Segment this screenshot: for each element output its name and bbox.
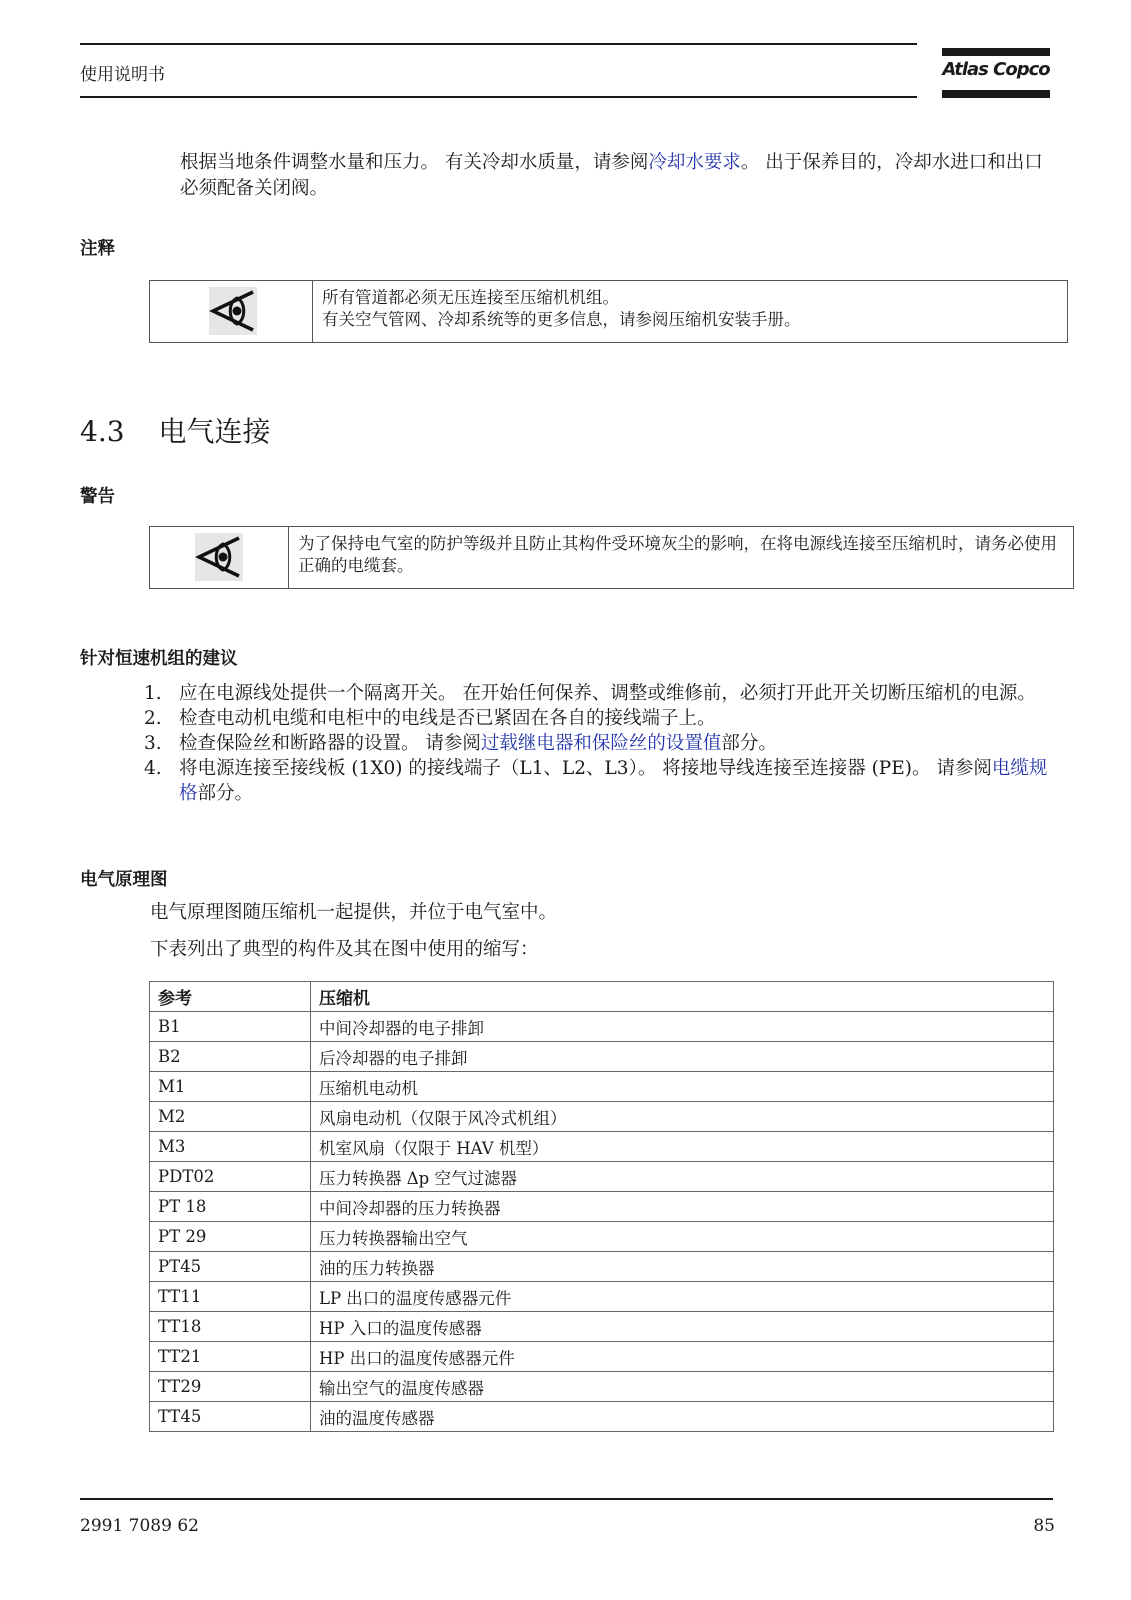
table-row: PDT02 压力转换器 Δp 空气过滤器 [150, 1162, 1054, 1192]
table-row: B1 中间冷却器的电子排卸 [150, 1012, 1054, 1042]
table-row: PT45 油的压力转换器 [150, 1252, 1054, 1282]
warning-icon-cell [150, 527, 289, 588]
table-row: TT11 LP 出口的温度传感器元件 [150, 1282, 1054, 1312]
table-row: PT 29 压力转换器输出空气 [150, 1222, 1054, 1252]
table-row: M1 压缩机电动机 [150, 1072, 1054, 1102]
table-row: B2 后冷却器的电子排卸 [150, 1042, 1054, 1072]
page-number: 85 [1033, 1516, 1055, 1536]
list-item: 4. 将电源连接至接线板 (1X0) 的接线端子（L1、L2、L3）。 将接地导线连接至连接器 (PE)。 请参阅电缆规格部分。 [144, 758, 1048, 804]
table-row: M3 机室风扇（仅限于 HAV 机型） [150, 1132, 1054, 1162]
reference-table [149, 981, 1054, 1432]
doc-number: 2991 7089 62 [80, 1516, 199, 1536]
note-icon-cell [150, 281, 313, 342]
section-number: 4.3 [80, 415, 125, 448]
footer-rule [80, 1498, 1053, 1500]
column-header-compressor: 压缩机 [311, 982, 1054, 1012]
eye-caution-icon [209, 287, 257, 335]
header-bottom-rule [80, 96, 917, 98]
intro-paragraph: 根据当地条件调整水量和压力。 有关冷却水质量，请参阅冷却水要求。 出于保养目的，冷却水进口和出口必须配备关闭阀。 [180, 152, 1043, 199]
table-row: TT29 输出空气的温度传感器 [150, 1372, 1054, 1402]
list-item: 2. 检查电动机电缆和电柜中的电线是否已紧固在各自的接线端子上。 [144, 708, 716, 729]
table-row: TT18 HP 入口的温度传感器 [150, 1312, 1054, 1342]
eye-caution-icon [195, 533, 243, 581]
section-name: 电气连接 [158, 415, 271, 448]
warning-text: 为了保持电气室的防护等级并且防止其构件受环境灰尘的影响，在将电源线连接至压缩机时，请务必使用正确的电缆套。 [298, 534, 1057, 575]
schematic-paragraph-2: 下表列出了典型的构件及其在图中使用的缩写： [150, 939, 539, 960]
cable-spec-link[interactable]: 电缆规格 [179, 758, 1048, 804]
logo-text: Atlas Copco [942, 59, 1050, 80]
overload-relay-link[interactable]: 过载继电器和保险丝的设置值 [480, 733, 722, 754]
schematic-paragraph-1: 电气原理图随压缩机一起提供，并位于电气室中。 [150, 902, 558, 923]
note-line-2: 有关空气管网、冷却系统等的更多信息，请参阅压缩机安装手册。 [322, 310, 801, 329]
table-row: TT21 HP 出口的温度传感器元件 [150, 1342, 1054, 1372]
cooling-water-link[interactable]: 冷却水要求 [648, 152, 741, 173]
note-line-1: 所有管道都必须无压连接至压缩机机组。 [322, 288, 619, 307]
header-title: 使用说明书 [80, 65, 165, 85]
recommend-heading: 针对恒速机组的建议 [80, 649, 238, 669]
note-box [149, 280, 1068, 343]
column-header-ref: 参考 [150, 982, 311, 1012]
list-item: 1. 应在电源线处提供一个隔离开关。 在开始任何保养、调整或维修前，必须打开此开关切断压缩机的电源。 [144, 683, 1036, 704]
note-heading: 注释 [80, 239, 115, 259]
header-top-rule [80, 43, 917, 45]
table-row: PT 18 中间冷却器的压力转换器 [150, 1192, 1054, 1222]
table-header-row [150, 982, 1054, 1012]
warning-box [149, 526, 1074, 589]
warning-heading: 警告 [80, 487, 115, 507]
brand-logo [942, 48, 1050, 98]
table-row: M2 风扇电动机（仅限于风冷式机组） [150, 1102, 1054, 1132]
section-title [80, 410, 271, 450]
schematic-heading: 电气原理图 [80, 870, 168, 890]
recommend-list [144, 681, 1054, 806]
list-item: 3. 检查保险丝和断路器的设置。 请参阅过载继电器和保险丝的设置值部分。 [144, 733, 777, 754]
table-row: TT45 油的温度传感器 [150, 1402, 1054, 1432]
